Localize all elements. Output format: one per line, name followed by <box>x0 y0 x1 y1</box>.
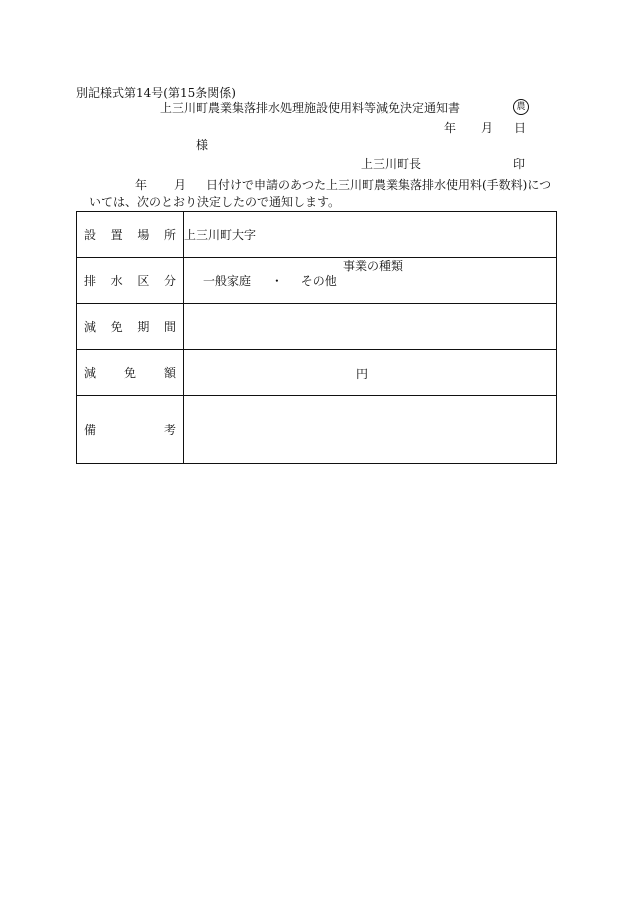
date-day: 日 <box>514 121 527 135</box>
value-exemption-period <box>184 304 557 350</box>
label-exemption-amount: 減 免 額 <box>77 350 184 396</box>
label-installation-location: 設 置 場 所 <box>77 212 184 258</box>
business-type-label: 事業の種類 <box>343 259 404 273</box>
date-year: 年 <box>444 121 457 135</box>
stamp-mark: 農 <box>513 99 529 115</box>
value-exemption-amount <box>184 350 557 396</box>
label-exemption-period: 減 免 期 間 <box>77 304 184 350</box>
table-row <box>77 304 557 350</box>
body-line1: 日付けで申請のあつた上三川町農業集落排水使用料(手数料)につ <box>206 178 552 192</box>
date-month: 月 <box>481 121 494 135</box>
seal-mark: 印 <box>513 157 526 171</box>
label-drainage-category: 排 水 区 分 <box>77 258 184 304</box>
option-other: その他 <box>300 274 337 288</box>
value-drainage-category <box>184 258 557 304</box>
table-row <box>77 258 557 304</box>
addressee-suffix: 様 <box>196 138 209 152</box>
body-month: 月 <box>174 178 187 192</box>
form-reference: 別記様式第14号(第15条関係) <box>76 86 236 100</box>
value-remarks <box>184 396 557 464</box>
notice-table <box>76 211 557 464</box>
option-separator: ・ <box>270 274 283 288</box>
document-title: 上三川町農業集落排水処理施設使用料等減免決定通知書 <box>160 101 461 115</box>
table-row <box>77 350 557 396</box>
table-row <box>77 212 557 258</box>
body-line2: いては、次のとおり決定したので通知します。 <box>89 195 341 209</box>
yen-unit: 円 <box>356 367 369 381</box>
issuer-name: 上三川町長 <box>361 157 422 171</box>
label-remarks: 備 考 <box>77 396 184 464</box>
body-year: 年 <box>135 178 148 192</box>
value-installation-location: 上三川町大字 <box>184 212 557 258</box>
option-household: 一般家庭 <box>203 274 252 288</box>
table-row <box>77 396 557 464</box>
